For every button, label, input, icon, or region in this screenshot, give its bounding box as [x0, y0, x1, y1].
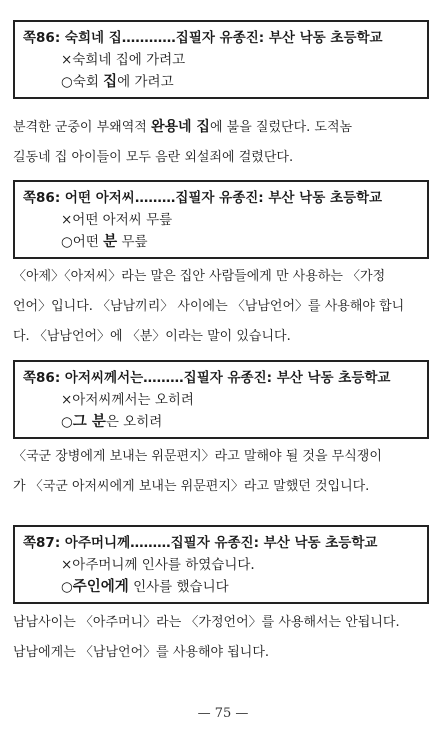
example-box-4 [13, 525, 429, 604]
explanation-4 [13, 608, 431, 668]
explanation-line: 길동네 집 아이들이 모두 음란 외설죄에 걸렸단다. [13, 150, 294, 165]
explanation-line: 분격한 군중이 부왜역적 완용네 집에 불을 질렀단다. 도적놈 [13, 119, 353, 135]
explanation-line: 다. 〈남남언어〉에 〈분〉이라는 말이 있습니다. [13, 329, 291, 344]
example-box-3 [13, 360, 429, 439]
example-header: 쪽87: 아주머니께………집필자 유종진: 부산 낙동 초등학교 [23, 535, 378, 551]
wrong-example: ×아주머니께 인사를 하였습니다. [61, 557, 255, 573]
example-header: 쪽86: 어떤 아저씨………집필자 유종진: 부산 낙동 초등학교 [23, 190, 383, 206]
correct-example: ○그 분은 오히려 [61, 414, 163, 430]
correct-example: ○주인에게 인사를 했습니다 [61, 579, 229, 595]
example-header: 쪽86: 숙희네 집…………집필자 유종진: 부산 낙동 초등학교 [23, 30, 383, 46]
explanation-line: 남남사이는 〈아주머니〉라는 〈가정언어〉를 사용해서는 안됩니다. [13, 615, 400, 630]
explanation-3 [13, 442, 431, 502]
correct-emphasis: 주인에게 [72, 579, 129, 595]
correct-example: ○어떤 분 무릎 [61, 234, 148, 250]
explanation-2 [13, 262, 431, 352]
wrong-example: ×숙희네 집에 가려고 [61, 52, 186, 68]
wrong-example: ×어떤 아저씨 무릎 [61, 212, 173, 228]
explanation-line: 남남에게는 〈남남언어〉를 사용해야 됩니다. [13, 645, 270, 660]
explanation-1 [13, 112, 431, 173]
explanation-line: 〈아제〉〈아저씨〉라는 말은 집안 사람들에게 만 사용하는 〈가정 [13, 269, 386, 284]
example-box-1 [13, 20, 429, 99]
explanation-line: 가 〈국군 아저씨에게 보내는 위문편지〉라고 말했던 것입니다. [13, 479, 370, 494]
correct-emphasis: 집 [103, 74, 118, 90]
wrong-example: ×아저씨께서는 오히려 [61, 392, 194, 408]
correct-emphasis: 분 [103, 234, 118, 250]
emphasis: 완용네 집 [150, 119, 210, 135]
correct-emphasis: 그 분 [72, 414, 106, 430]
explanation-line: 언어〉입니다. 〈남남끼리〉 사이에는 〈남남언어〉를 사용해야 합니 [13, 299, 405, 314]
correct-example: ○숙회 집에 가려고 [61, 74, 174, 90]
example-box-2 [13, 180, 429, 259]
explanation-line: 〈국군 장병에게 보내는 위문편지〉라고 말해야 될 것을 무식쟁이 [13, 449, 382, 464]
example-header: 쪽86: 아저씨께서는………집필자 유종진: 부산 낙동 초등학교 [23, 370, 391, 386]
page-number: — 75 — [197, 706, 249, 721]
